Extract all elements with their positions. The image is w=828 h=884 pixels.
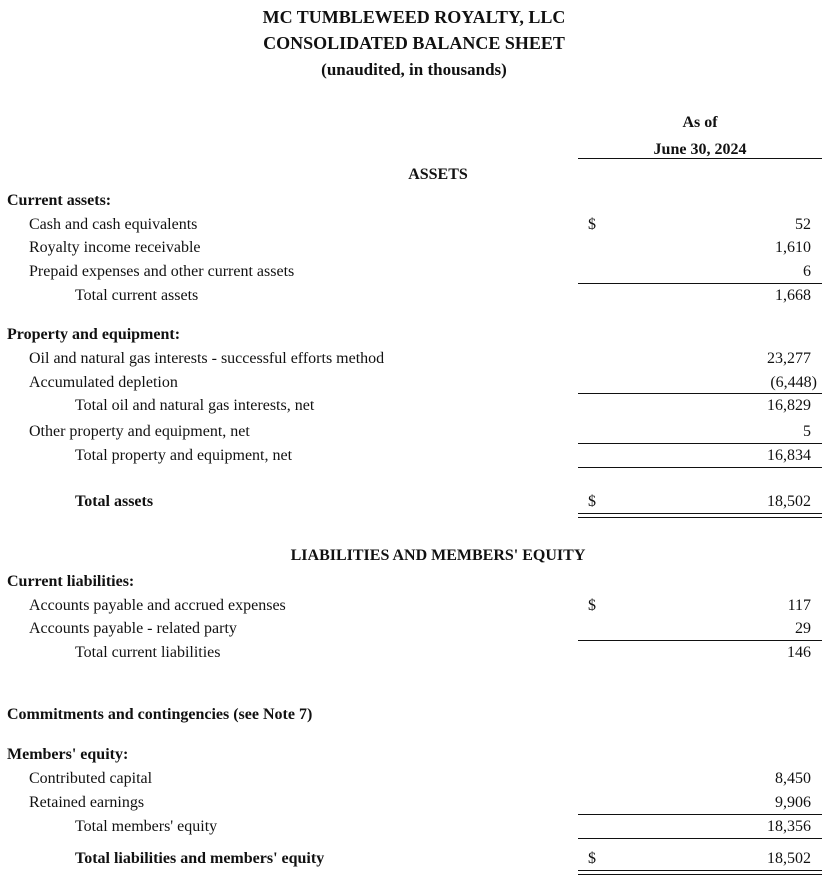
accounts-payable-currency: $	[588, 597, 596, 614]
retained-earnings-label: Retained earnings	[29, 794, 145, 811]
total-current-liabilities-value: 146	[787, 644, 811, 661]
total-members-equity-label: Total members' equity	[75, 818, 218, 835]
accounts-payable-label: Accounts payable and accrued expenses	[29, 597, 286, 614]
other-ppe-value: 5	[803, 423, 811, 440]
oil-gas-net-label: Total oil and natural gas interests, net	[75, 397, 315, 414]
prepaid-value: 6	[803, 263, 811, 280]
commitments-label: Commitments and contingencies (see Note 7)	[7, 706, 313, 723]
statement-note: (unaudited, in thousands)	[321, 60, 507, 79]
total-assets-currency: $	[588, 493, 596, 510]
royalty-receivable-value: 1,610	[775, 239, 811, 256]
cash-currency: $	[588, 216, 596, 233]
subtotal-rule	[578, 467, 822, 468]
total-current-assets-value: 1,668	[775, 287, 811, 304]
members-equity-heading: Members' equity:	[7, 746, 129, 763]
total-assets-label: Total assets	[75, 493, 154, 510]
total-liabilities-equity-currency: $	[588, 850, 596, 867]
total-current-assets-label: Total current assets	[75, 287, 199, 304]
accounts-payable-value: 117	[787, 597, 811, 614]
ppe-heading: Property and equipment:	[7, 326, 181, 343]
retained-earnings-value: 9,906	[775, 794, 811, 811]
oil-gas-net-value: 16,829	[767, 397, 811, 414]
other-ppe-label: Other property and equipment, net	[29, 423, 250, 440]
ap-related-party-label: Accounts payable - related party	[29, 620, 237, 637]
accumulated-depletion-label: Accumulated depletion	[29, 374, 178, 391]
royalty-receivable-label: Royalty income receivable	[29, 239, 201, 256]
subtotal-rule	[578, 814, 822, 815]
contributed-capital-label: Contributed capital	[29, 770, 153, 787]
prepaid-label: Prepaid expenses and other current assets	[29, 263, 295, 280]
subtotal-rule	[578, 443, 822, 444]
contributed-capital-value: 8,450	[775, 770, 811, 787]
subtotal-rule	[578, 838, 822, 839]
total-members-equity-value: 18,356	[767, 818, 811, 835]
total-double-rule	[578, 513, 822, 518]
current-liabilities-heading: Current liabilities:	[7, 573, 135, 590]
column-header-date: June 30, 2024	[653, 141, 747, 158]
subtotal-rule	[578, 283, 822, 284]
statement-title: CONSOLIDATED BALANCE SHEET	[263, 33, 565, 53]
oil-gas-interests-value: 23,277	[767, 350, 811, 367]
company-name: MC TUMBLEWEED ROYALTY, LLC	[262, 7, 566, 27]
oil-gas-interests-label: Oil and natural gas interests - successful efforts method	[29, 350, 385, 367]
total-current-liabilities-label: Total current liabilities	[75, 644, 221, 661]
subtotal-rule	[578, 640, 822, 641]
column-header-rule	[578, 158, 822, 159]
accumulated-depletion-value: (6,448)	[770, 374, 817, 391]
total-double-rule	[578, 870, 822, 875]
current-assets-heading: Current assets:	[7, 192, 112, 209]
total-assets-value: 18,502	[767, 493, 811, 510]
cash-value: 52	[795, 216, 811, 233]
total-ppe-label: Total property and equipment, net	[75, 447, 293, 464]
cash-label: Cash and cash equivalents	[29, 216, 198, 233]
subtotal-rule	[578, 393, 822, 394]
ap-related-party-value: 29	[795, 620, 811, 637]
total-liabilities-equity-label: Total liabilities and members' equity	[75, 850, 325, 867]
column-header-as-of: As of	[682, 114, 718, 131]
liabilities-equity-heading: LIABILITIES AND MEMBERS' EQUITY	[290, 547, 586, 564]
total-ppe-value: 16,834	[767, 447, 811, 464]
total-liabilities-equity-value: 18,502	[767, 850, 811, 867]
assets-heading: ASSETS	[408, 166, 468, 183]
